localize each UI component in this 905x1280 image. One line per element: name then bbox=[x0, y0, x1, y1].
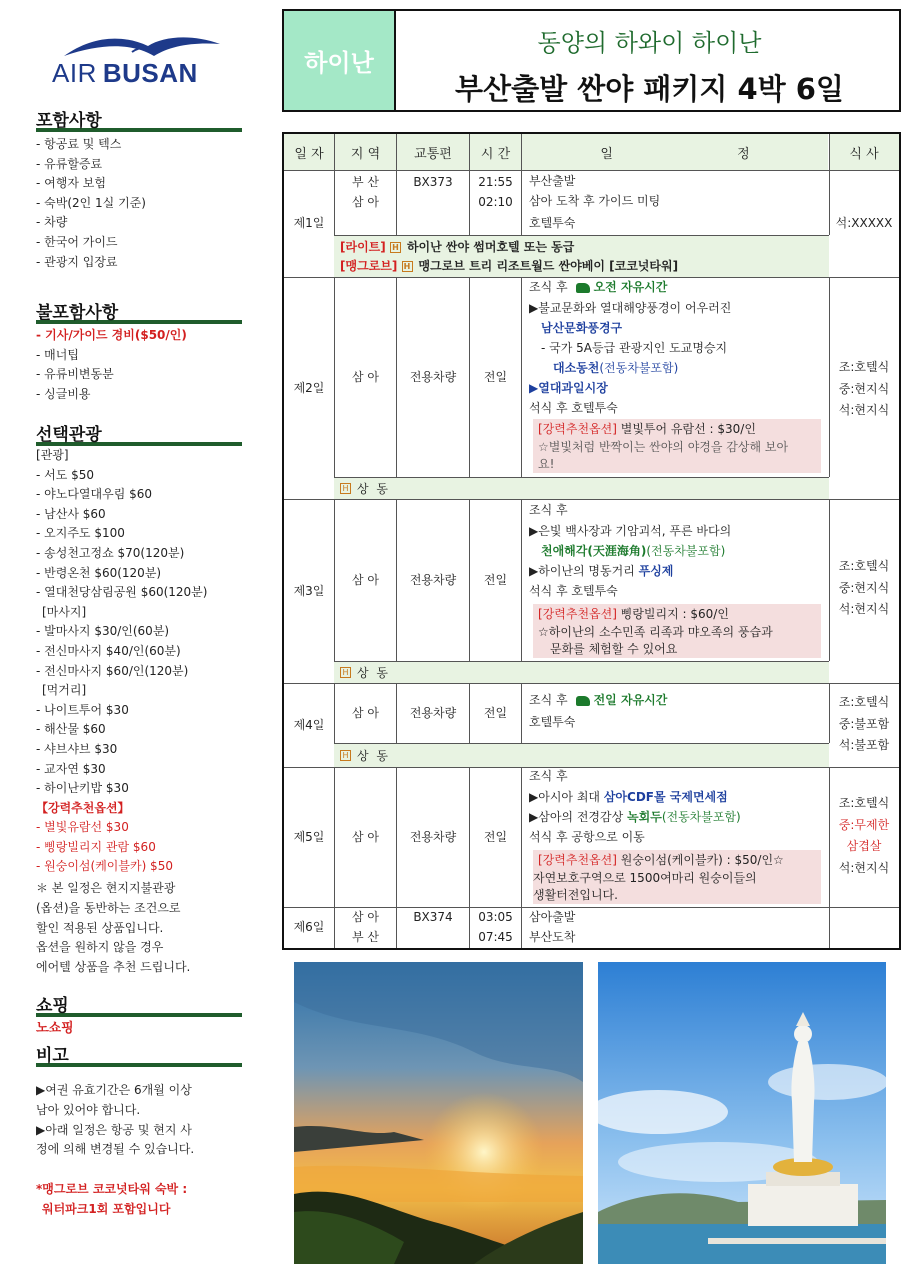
col-divider bbox=[521, 767, 522, 948]
day4-meal: 조:호텔식 bbox=[838, 695, 890, 709]
included-item: - 항공료 및 텍스 bbox=[36, 137, 122, 151]
options-list bbox=[36, 446, 242, 877]
day5-region: 삼 아 bbox=[352, 829, 379, 844]
remarks-line: ▶아래 일정은 항공 및 현지 사 bbox=[36, 1122, 192, 1137]
day3-option-desc2: 문화를 체험할 수 있어요 bbox=[550, 642, 678, 656]
options-item: - 오지주도 $100 bbox=[36, 526, 125, 541]
not-included-title: 불포함사항 bbox=[36, 302, 242, 324]
row-divider bbox=[284, 170, 899, 171]
options-item: - 하이난키밥 $30 bbox=[36, 781, 129, 796]
logo-wordmark bbox=[52, 58, 232, 89]
day2-hotel-text: 상 동 bbox=[357, 482, 390, 496]
day3-line-5: 석식 후 호텔투숙 bbox=[529, 584, 618, 598]
day1-line: 부산출발 bbox=[529, 174, 576, 188]
day2-option-text: 별빛투어 유람선 : $30/인 bbox=[620, 422, 756, 436]
day3-region: 삼 아 bbox=[352, 572, 379, 587]
day3-street: 푸싱제 bbox=[638, 564, 674, 578]
day1-hotel-mangrove bbox=[340, 257, 678, 276]
day5-line-4: 석식 후 공항으로 이동 bbox=[529, 830, 645, 844]
day4-label: 제4일 bbox=[293, 717, 325, 732]
day5-label: 제5일 bbox=[293, 829, 325, 844]
not-included-list bbox=[36, 326, 242, 404]
hotel-icon: H bbox=[340, 750, 351, 761]
day1-times bbox=[470, 172, 521, 212]
guanyin-statue-photo bbox=[598, 962, 886, 1264]
options-category: [마사지] bbox=[42, 604, 87, 619]
day3-meal: 중:현지식 bbox=[838, 580, 890, 595]
day2-line-7: 석식 후 호텔투숙 bbox=[529, 401, 618, 415]
day3-line-4 bbox=[529, 561, 673, 582]
day4-hotel-text: 상 동 bbox=[357, 749, 390, 763]
sunset-coast-image bbox=[294, 962, 583, 1264]
day2-meals bbox=[829, 357, 899, 422]
day2-line-3: 남산문화풍경구 bbox=[541, 321, 623, 335]
sunset-coast-photo bbox=[294, 962, 583, 1264]
options-item: - 야노다열대우림 $60 bbox=[36, 487, 153, 502]
day3-time: 전일 bbox=[483, 572, 508, 587]
day6-label: 제6일 bbox=[293, 920, 325, 935]
day5-view-pre: ▶삼아의 전경감상 bbox=[529, 810, 624, 824]
day4-transport: 전용차량 bbox=[409, 705, 457, 720]
day3-meal: 조:호텔식 bbox=[838, 559, 890, 573]
header-title: 부산출발 싼야 패키지 4박 6일 bbox=[455, 72, 844, 106]
day1-hotel-light bbox=[340, 238, 574, 257]
hotel-name-light: 하이난 싼야 썸머호텔 또는 동급 bbox=[406, 239, 575, 254]
day6-line: 삼아출발 bbox=[529, 910, 576, 924]
day3-street-pre: ▶하이난의 명동거리 bbox=[529, 564, 635, 578]
day5-option-text: 원숭이섬(케이블카) : $50/인☆ bbox=[620, 853, 784, 867]
day2-option-line bbox=[538, 419, 756, 439]
remarks-special-line: *맹그로브 코코넛타워 숙박 : bbox=[36, 1182, 188, 1197]
day1-label: 제1일 bbox=[293, 216, 325, 231]
day2-label: 제2일 bbox=[293, 380, 325, 395]
remarks-line: 남아 있어야 합니다. bbox=[36, 1102, 141, 1117]
day3-line-1: 조식 후 bbox=[529, 503, 568, 517]
options-item: - 해산물 $60 bbox=[36, 722, 106, 737]
included-section bbox=[36, 110, 242, 272]
day4-meals bbox=[829, 692, 899, 757]
day6-region-line: 부 산 bbox=[352, 930, 379, 944]
options-note bbox=[36, 879, 242, 978]
day5-line-3 bbox=[529, 807, 741, 828]
day5-cdf-mall: 삼아CDF몰 국제면세점 bbox=[603, 790, 728, 804]
not-included-item: - 싱글비용 bbox=[36, 386, 91, 401]
day4-time: 전일 bbox=[483, 705, 508, 720]
day5-option-box bbox=[533, 850, 821, 904]
included-item: - 숙박(2인 1실 기준) bbox=[36, 195, 146, 210]
options-item: - 반령온천 $60(120분) bbox=[36, 565, 162, 580]
not-included-item: - 기사/가이드 경비($50/인) bbox=[36, 328, 187, 342]
options-category: [관광] bbox=[36, 448, 69, 462]
day6-line: 부산도착 bbox=[529, 930, 576, 944]
remarks-special-line: 워터파크1회 포함입니다 bbox=[42, 1201, 171, 1216]
day5-view: 녹회두 bbox=[627, 810, 662, 824]
day5-meal: 석:현지식 bbox=[838, 860, 890, 875]
header-subtitle: 동양의 하와이 하이난 bbox=[537, 29, 762, 57]
day3-hotel-text: 상 동 bbox=[357, 666, 390, 680]
day2-option-desc: ☆별빛처럼 반짝이는 싼야의 야경을 감상해 보아 bbox=[538, 440, 789, 454]
day4-meal: 석:불포함 bbox=[838, 738, 890, 752]
day3-option-text: 삥랑빌리지 : $60/인 bbox=[620, 607, 729, 621]
day4-hotel bbox=[334, 744, 829, 767]
options-item: - 서도 $50 bbox=[36, 467, 95, 482]
included-item: - 관광지 입장료 bbox=[36, 254, 118, 269]
day3-option-desc: ☆하이난의 소수민족 리족과 먀오족의 풍습과 bbox=[538, 625, 773, 639]
day3-meal: 석:현지식 bbox=[838, 602, 890, 616]
air-busan-logo bbox=[52, 32, 232, 92]
destination-badge: 하이난 bbox=[284, 11, 396, 110]
day2-region: 삼 아 bbox=[352, 369, 379, 384]
day3-meals bbox=[829, 556, 899, 621]
options-item: - 전신마사지 $60/인(120분) bbox=[36, 663, 189, 678]
hotel-icon: H bbox=[340, 483, 351, 494]
options-item: - 송성천고정쇼 $70(120분) bbox=[36, 545, 185, 560]
day5-option-tag: [강력추천옵션] bbox=[538, 853, 617, 867]
day5-cdf-pre: ▶아시아 최대 bbox=[529, 790, 601, 804]
options-recommended-item: - 원숭이섬(케이블카) $50 bbox=[36, 859, 173, 874]
day6-transport: BX374 bbox=[413, 910, 453, 924]
included-title: 포함사항 bbox=[36, 110, 242, 132]
options-item: - 샤브샤브 $30 bbox=[36, 741, 118, 756]
day5-meal: 조:호텔식 bbox=[838, 796, 890, 810]
day2-option-tag: [강력추천옵션] bbox=[538, 422, 617, 436]
day2-free-time: 오전 자유시간 bbox=[593, 280, 668, 294]
options-item: - 발마사지 $30/인(60분) bbox=[36, 624, 170, 639]
hotel-name-mangrove: 맹그로브 트리 리조트월드 싼야베이 [코코넛타워] bbox=[418, 258, 679, 273]
hotel-tag-mangrove: [맹그로브] bbox=[340, 258, 398, 273]
day5-option-desc: 자연보호구역으로 1500여마리 원숭이들의 bbox=[533, 871, 757, 885]
options-item: - 전신마사지 $40/인(60분) bbox=[36, 643, 181, 658]
day3-attraction-note: (전동차불포함) bbox=[646, 544, 726, 558]
day1-region bbox=[335, 172, 396, 212]
day3-option-tag: [강력추천옵션] bbox=[538, 607, 617, 621]
col-header-region: 지 역 bbox=[335, 134, 396, 170]
day2-attraction-note: (전동차불포함) bbox=[599, 361, 679, 375]
day3-line-3 bbox=[529, 541, 725, 562]
day6-region bbox=[335, 907, 396, 947]
not-included-section bbox=[36, 302, 242, 404]
remarks-line: 정에 의해 변경될 수 있습니다. bbox=[36, 1142, 195, 1157]
day5-transport: 전용차량 bbox=[409, 829, 457, 844]
not-included-item: - 매너팁 bbox=[36, 347, 79, 362]
shopping-section bbox=[36, 995, 242, 1039]
day6-time: 03:05 bbox=[478, 910, 513, 924]
day2-line-4: - 국가 5A등급 관광지인 도교명승지 bbox=[541, 341, 728, 355]
shopping-title: 쇼핑 bbox=[36, 995, 242, 1017]
day1-time: 21:55 bbox=[478, 175, 513, 189]
day3-hotel bbox=[334, 662, 829, 683]
day2-option-box bbox=[533, 419, 821, 473]
hotel-icon: H bbox=[402, 261, 413, 272]
hotel-icon: H bbox=[390, 242, 401, 253]
day1-time: 02:10 bbox=[478, 195, 513, 209]
col-header-day: 일 자 bbox=[284, 134, 334, 170]
day4-meal: 중:불포함 bbox=[838, 716, 890, 731]
day1-line: 호텔투숙 bbox=[529, 216, 576, 230]
day5-meal: 삼겹살 bbox=[846, 839, 882, 853]
logo-text-busan: BUSAN bbox=[102, 58, 198, 88]
options-note-line: 옵션을 원하지 않을 경우 bbox=[36, 940, 164, 955]
day5-line-2 bbox=[529, 787, 728, 808]
day4-region: 삼 아 bbox=[352, 705, 379, 720]
day1-region-line: 부 산 bbox=[352, 175, 379, 189]
day2-attraction: 대소동천 bbox=[553, 361, 600, 375]
hotel-tag-light: [라이트] bbox=[340, 239, 386, 254]
day1-line: 삼아 도착 후 가이드 미팅 bbox=[529, 194, 661, 208]
day5-time: 전일 bbox=[483, 829, 508, 844]
col-divider bbox=[521, 277, 522, 477]
day6-lines bbox=[529, 907, 575, 947]
guanyin-statue-image bbox=[598, 962, 886, 1264]
day3-option-box bbox=[533, 604, 821, 658]
options-title: 선택관광 bbox=[36, 424, 242, 446]
left-column bbox=[36, 0, 248, 1280]
day2-line-1 bbox=[529, 277, 667, 298]
day2-line-6: ▶열대과일시장 bbox=[529, 381, 608, 395]
options-item: - 남산사 $60 bbox=[36, 506, 106, 521]
options-note-line: 할인 적용된 상품입니다. bbox=[36, 920, 164, 935]
day5-meals bbox=[829, 793, 899, 879]
options-note-line: ＊ 본 일정은 현지지불관광 bbox=[36, 881, 176, 896]
day3-label: 제3일 bbox=[293, 583, 325, 598]
day2-line-2: ▶불교문화와 열대해양풍경이 어우러진 bbox=[529, 301, 732, 315]
col-header-time: 시 간 bbox=[470, 134, 521, 170]
included-item: - 유류할증료 bbox=[36, 156, 103, 171]
col-header-transport: 교통편 bbox=[397, 134, 469, 170]
day6-times bbox=[470, 907, 521, 947]
car-icon bbox=[576, 696, 590, 706]
car-icon bbox=[576, 283, 590, 293]
day6-time: 07:45 bbox=[478, 930, 513, 944]
logo-text-air: AIR bbox=[52, 58, 97, 88]
included-item: - 한국어 가이드 bbox=[36, 234, 118, 249]
options-item: - 나이트투어 $30 bbox=[36, 702, 129, 717]
day1-region-line: 삼 아 bbox=[352, 195, 379, 209]
day2-option-desc2: 요! bbox=[538, 457, 555, 471]
day5-option-line bbox=[538, 850, 784, 870]
remarks-title: 비고 bbox=[36, 1045, 242, 1067]
day2-breakfast: 조식 후 bbox=[529, 280, 568, 294]
day6-region-line: 삼 아 bbox=[352, 910, 379, 924]
col-divider bbox=[521, 134, 522, 235]
day2-transport: 전용차량 bbox=[409, 369, 457, 384]
day3-attraction: 천애해각(天涯海角) bbox=[541, 544, 647, 558]
title-header bbox=[282, 9, 901, 112]
day3-line-2: ▶은빛 백사장과 기암괴석, 푸른 바다의 bbox=[529, 524, 732, 538]
options-note-line: 에어텔 상품을 추천 드립니다. bbox=[36, 960, 191, 975]
options-item: - 열대천당삼림공원 $60(120분) bbox=[36, 585, 208, 600]
day2-hotel bbox=[334, 478, 829, 499]
day3-transport: 전용차량 bbox=[409, 572, 457, 587]
day1-hotel-options bbox=[334, 236, 829, 277]
hotel-icon: H bbox=[340, 667, 351, 678]
options-recommended-item: - 삥랑빌리지 관람 $60 bbox=[36, 839, 156, 854]
not-included-item: - 유류비변동분 bbox=[36, 367, 114, 382]
col-header-meals: 식 사 bbox=[829, 134, 899, 170]
day2-meal: 석:현지식 bbox=[838, 403, 890, 417]
day4-line-1 bbox=[529, 690, 667, 711]
col-divider bbox=[521, 683, 522, 743]
options-item: - 교자연 $30 bbox=[36, 761, 106, 776]
day4-breakfast: 조식 후 bbox=[529, 693, 568, 707]
day2-meal: 조:호텔식 bbox=[838, 360, 890, 374]
day3-option-line bbox=[538, 604, 729, 624]
remarks-line: ▶여권 유효기간은 6개월 이상 bbox=[36, 1083, 192, 1097]
options-recommended-item: - 별빛유람선 $30 bbox=[36, 820, 129, 835]
included-item: - 차량 bbox=[36, 215, 68, 230]
day4-free-time: 전일 자유시간 bbox=[593, 693, 668, 707]
day2-line-5 bbox=[529, 358, 678, 379]
remarks-special bbox=[36, 1180, 242, 1220]
options-section bbox=[36, 424, 242, 978]
options-note-line: (옵션)을 동반하는 조건으로 bbox=[36, 900, 181, 915]
schedule-table bbox=[282, 132, 901, 950]
col-divider bbox=[521, 499, 522, 661]
col-header-itinerary: 일 정 bbox=[522, 134, 828, 170]
day4-line-2: 호텔투숙 bbox=[529, 715, 576, 729]
remarks-lines bbox=[36, 1081, 242, 1160]
day5-line-1: 조식 후 bbox=[529, 769, 568, 783]
day2-meal: 중:현지식 bbox=[838, 381, 890, 396]
options-category: [먹거리] bbox=[42, 683, 87, 698]
included-list bbox=[36, 135, 242, 272]
day1-transport: BX373 bbox=[413, 175, 453, 189]
options-recommended-title: 【강력추천옵션】 bbox=[36, 800, 130, 815]
day5-view-note: (전동차불포함) bbox=[661, 810, 741, 824]
day5-meal: 중:무제한 bbox=[838, 817, 890, 832]
remarks-section bbox=[36, 1045, 242, 1220]
day2-time: 전일 bbox=[483, 369, 508, 384]
included-item: - 여행자 보험 bbox=[36, 176, 106, 191]
shopping-value: 노쇼핑 bbox=[36, 1021, 74, 1036]
day1-meals: 석:XXXXX bbox=[835, 216, 893, 230]
day5-option-desc2: 생활터전입니다. bbox=[533, 888, 618, 902]
